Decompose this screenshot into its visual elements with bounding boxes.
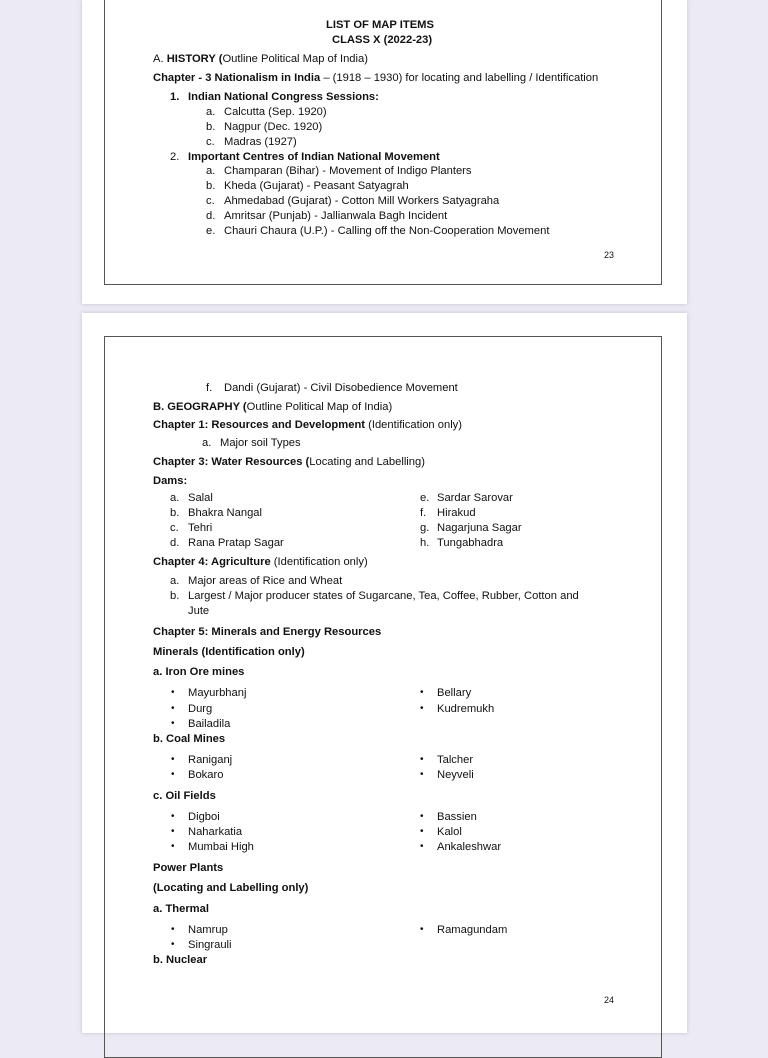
list-item-letter: f. bbox=[206, 382, 213, 394]
document-title: LIST OF MAP ITEMS bbox=[326, 19, 434, 31]
list-item-continuation: Jute bbox=[188, 605, 210, 617]
list-item-letter: a. bbox=[206, 165, 216, 177]
list-item-letter: c. bbox=[206, 136, 215, 148]
list-item-letter: h. bbox=[420, 537, 430, 549]
section-b-heading: B. GEOGRAPHY (Outline Political Map of India) bbox=[153, 401, 393, 413]
list-item-letter: e. bbox=[206, 225, 216, 237]
list-item: • Digboi bbox=[188, 810, 220, 824]
list-2-number: 2. bbox=[170, 151, 180, 163]
list-item-letter: b. bbox=[206, 180, 216, 192]
list-item: • Talcher bbox=[437, 753, 473, 767]
list-item: • Durg bbox=[188, 702, 212, 716]
list-1-title: Indian National Congress Sessions: bbox=[188, 91, 379, 103]
list-item: Bhakra Nangal bbox=[188, 507, 263, 519]
chapter-4-heading: Chapter 4: Agriculture (Identification only) bbox=[153, 556, 368, 568]
list-item: Chauri Chaura (U.P.) - Calling off the Non-Cooperation Movement bbox=[224, 225, 550, 237]
minerals-heading: Minerals (Identification only) bbox=[153, 646, 305, 658]
list-2-title: Important Centres of Indian National Movement bbox=[188, 151, 440, 163]
list-1-number: 1. bbox=[170, 91, 180, 103]
list-item: • Kalol bbox=[437, 825, 462, 839]
list-item: Major areas of Rice and Wheat bbox=[188, 575, 343, 587]
list-item-letter: b. bbox=[206, 121, 216, 133]
list-item: Largest / Major producer states of Sugarcane, Tea, Coffee, Rubber, Cotton and bbox=[188, 590, 579, 602]
list-item: • Singrauli bbox=[188, 938, 232, 952]
list-item: Major soil Types bbox=[220, 437, 301, 449]
list-item-letter: a. bbox=[170, 575, 180, 587]
list-item-letter: b. bbox=[170, 590, 180, 602]
list-item-letter: c. bbox=[170, 522, 179, 534]
chapter-1-heading: Chapter 1: Resources and Development (Identification only) bbox=[153, 419, 463, 431]
power-plants-subheading: (Locating and Labelling only) bbox=[153, 882, 309, 894]
list-item: • Neyveli bbox=[437, 768, 474, 782]
list-item: Sardar Sarovar bbox=[437, 492, 513, 504]
list-item: • Naharkatia bbox=[188, 825, 242, 839]
list-item: • Mayurbhanj bbox=[188, 686, 246, 700]
page-number: 24 bbox=[604, 995, 615, 1005]
dams-heading: Dams: bbox=[153, 475, 188, 487]
coal-heading: b. Coal Mines bbox=[153, 733, 226, 745]
document-page-1 bbox=[82, 0, 687, 304]
list-item-letter: a. bbox=[206, 106, 216, 118]
list-item: Hirakud bbox=[437, 507, 476, 519]
list-item: • Namrup bbox=[188, 923, 228, 937]
list-item-letter: g. bbox=[420, 522, 430, 534]
list-item: • Kudremukh bbox=[437, 702, 494, 716]
list-item: Amritsar (Punjab) - Jallianwala Bagh Incident bbox=[224, 210, 448, 222]
list-item: Rana Pratap Sagar bbox=[188, 537, 284, 549]
chapter-3-heading: Chapter - 3 Nationalism in India – (1918 – 1930) for locating and labelling / Identification bbox=[153, 72, 599, 84]
list-item: Nagpur (Dec. 1920) bbox=[224, 121, 323, 133]
list-item: • Bokaro bbox=[188, 768, 223, 782]
document-subtitle: CLASS X (2022-23) bbox=[332, 34, 433, 46]
list-item: Kheda (Gujarat) - Peasant Satyagrah bbox=[224, 180, 409, 192]
page-number: 23 bbox=[604, 250, 615, 260]
list-item-letter: e. bbox=[420, 492, 430, 504]
iron-ore-heading: a. Iron Ore mines bbox=[153, 666, 245, 678]
chapter-3-heading: Chapter 3: Water Resources (Locating and Labelling) bbox=[153, 456, 425, 468]
section-a-heading: A. HISTORY (Outline Political Map of India) bbox=[153, 53, 368, 65]
list-item: • Raniganj bbox=[188, 753, 232, 767]
list-item: Tungabhadra bbox=[437, 537, 504, 549]
chapter-5-heading: Chapter 5: Minerals and Energy Resources bbox=[153, 626, 382, 638]
list-item: • Bellary bbox=[437, 686, 471, 700]
power-plants-heading: Power Plants bbox=[153, 862, 224, 874]
list-item: • Mumbai High bbox=[188, 840, 254, 854]
list-item: • Ramagundam bbox=[437, 923, 507, 937]
list-item: • Bassien bbox=[437, 810, 477, 824]
list-item: Nagarjuna Sagar bbox=[437, 522, 522, 534]
list-item-letter: a. bbox=[170, 492, 180, 504]
list-item: Dandi (Gujarat) - Civil Disobedience Movement bbox=[224, 382, 458, 394]
list-item-letter: d. bbox=[206, 210, 216, 222]
list-item-letter: f. bbox=[420, 507, 427, 519]
list-item: Madras (1927) bbox=[224, 136, 297, 148]
list-item: Tehri bbox=[188, 522, 213, 534]
thermal-heading: a. Thermal bbox=[153, 903, 209, 915]
list-item-letter: c. bbox=[206, 195, 215, 207]
list-item-letter: a. bbox=[202, 437, 212, 449]
list-item: • Bailadila bbox=[188, 717, 230, 731]
oil-fields-heading: c. Oil Fields bbox=[153, 790, 216, 802]
list-item: • Ankaleshwar bbox=[437, 840, 501, 854]
list-item-letter: d. bbox=[170, 537, 180, 549]
list-item: Calcutta (Sep. 1920) bbox=[224, 106, 327, 118]
list-item: Champaran (Bihar) - Movement of Indigo Planters bbox=[224, 165, 472, 177]
list-item: Ahmedabad (Gujarat) - Cotton Mill Workers Satyagraha bbox=[224, 195, 500, 207]
document-page-2 bbox=[82, 313, 687, 1033]
list-item: Salal bbox=[188, 492, 213, 504]
list-item-letter: b. bbox=[170, 507, 180, 519]
nuclear-heading: b. Nuclear bbox=[153, 954, 208, 966]
